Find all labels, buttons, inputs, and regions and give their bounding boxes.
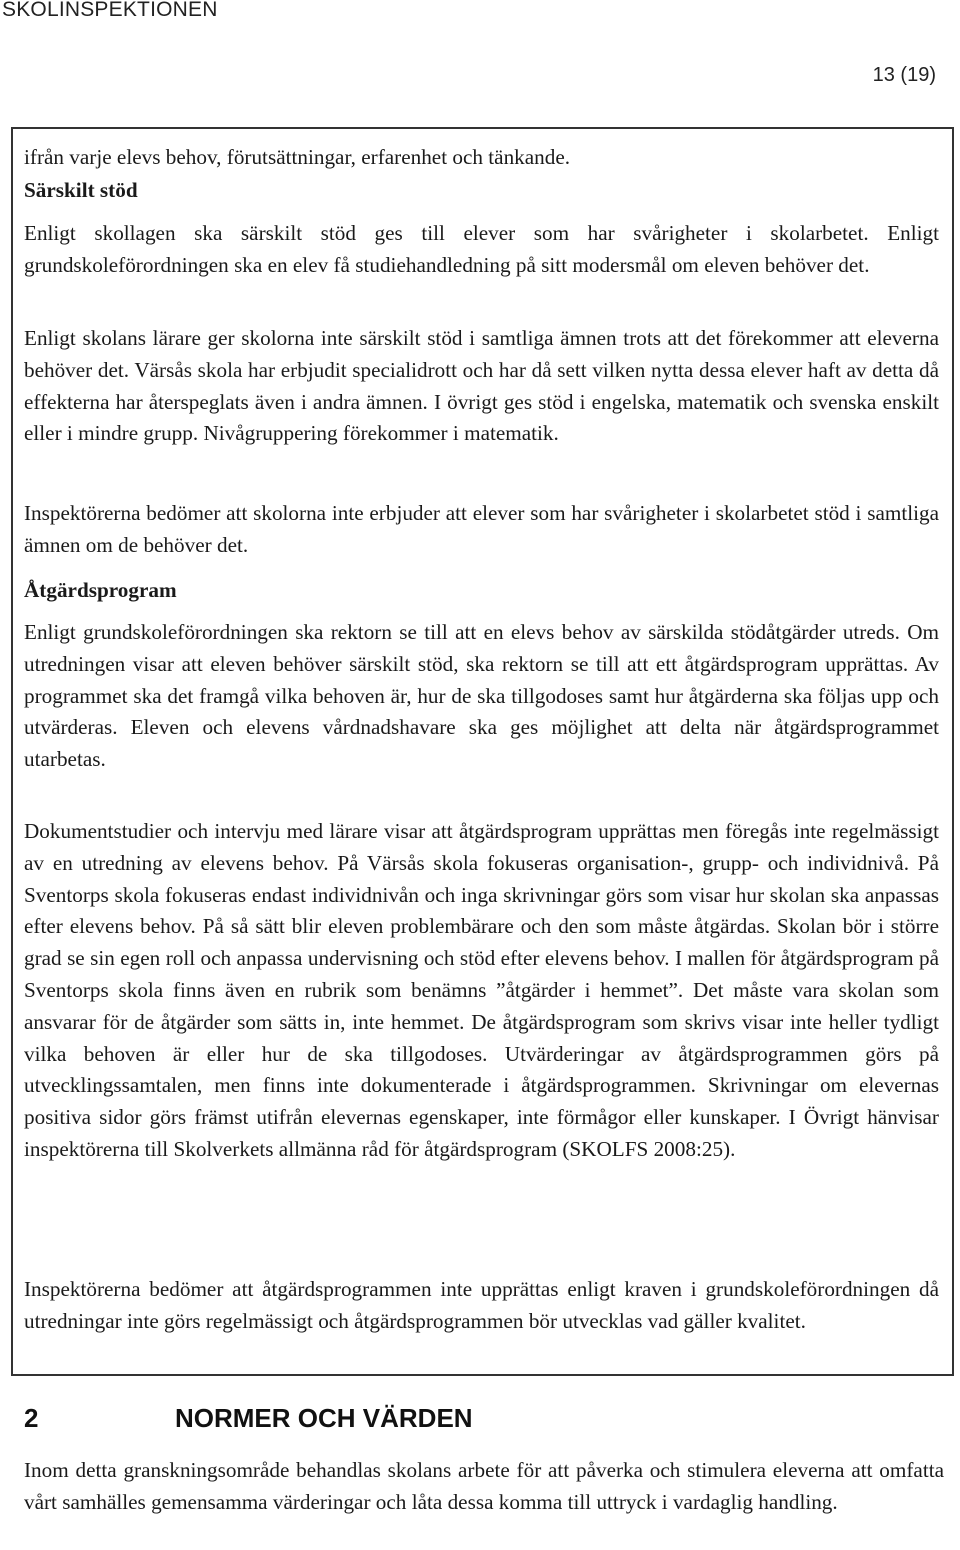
header-org: SKOLINSPEKTIONEN xyxy=(2,0,218,21)
heading-atgardsprogram: Åtgärdsprogram xyxy=(24,578,177,602)
box-paragraph-1: ifrån varje elevs behov, förutsättningar, erfarenhet och tänkande. xyxy=(24,145,571,169)
box-paragraph-7: Inspektörerna bedömer att åtgärdsprogrammen inte upprättas enligt kraven i grundskoleförordningen då utredningar inte görs regelmässigt och åtgärdsprogrammen bör utvecklas vad gäller kvalitet. xyxy=(24,1277,939,1333)
section-number: 2 xyxy=(24,1403,39,1433)
section-heading xyxy=(24,1403,473,1434)
heading-sarskilt-stod: Särskilt stöd xyxy=(24,178,138,202)
box-paragraph-6: Dokumentstudier och intervju med lärare visar att åtgärdsprogram upprättas men föregås inte regelmässigt av en utredning av elevens behov. På Värsås skola fokuseras organisation-, grupp- och individnivå. På Sventorps skola fokuseras endast individnivån och inga skrivningar görs som visar hur skolan ska anpassas efter elevens behov. På så sätt blir eleven problembärare och den som måste åtgärdas. Skolan bör i större grad se sin egen roll och anpassa undervisning och stöd efter elevens behov. I mallen för åtgärdsprogram på Sventorps skola finns även en rubrik som benämns ”åtgärder i hemmet”. Det måste vara skolan som ansvarar för de åtgärder som sätts in, inte hemmet. De åtgärdsprogram som skrivs visar inte heller tydligt vilka behoven är eller hur de ska tillgodoses. Utvärderingar av åtgärdsprogrammen görs på utvecklingssamtalen, men finns inte dokumenterade i åtgärdsprogrammen. Skrivningar om elevernas positiva sidor görs främst utifrån elevernas egenskaper, inte förmågor eller kunskaper. I Övrigt hänvisar inspektörerna till Skolverkets allmänna råd för åtgärdsprogram (SKOLFS 2008:25). xyxy=(24,819,939,1161)
section-intro: Inom detta granskningsområde behandlas skolans arbete för att påverka och stimulera eleverna att omfatta vårt samhälles gemensamma värderingar och låta dessa komma till uttryck i vardaglig handling. xyxy=(24,1458,944,1514)
section-title: NORMER OCH VÄRDEN xyxy=(175,1403,473,1433)
assessment-box xyxy=(11,127,954,1376)
box-paragraph-4: Inspektörerna bedömer att skolorna inte erbjuder att elever som har svårigheter i skolarbetet stöd i samtliga ämnen om de behöver det. xyxy=(24,501,939,557)
box-paragraph-2: Enligt skollagen ska särskilt stöd ges till elever som har svårigheter i skolarbetet. Enligt grundskoleförordningen ska en elev få studiehandledning på sitt modersmål om eleven behöver det. xyxy=(24,221,939,277)
box-paragraph-5: Enligt grundskoleförordningen ska rektorn se till att en elevs behov av särskilda stödåtgärder utreds. Om utredningen visar att eleven behöver särskilt stöd, ska rektorn se till att ett åtgärdsprogram upprättas. Av programmet ska det framgå vilka behoven är, hur de ska tillgodoses samt hur åtgärderna ska följas upp och utvärderas. Eleven och elevens vårdnadshavare ska ges möjlighet att delta när åtgärdsprogrammet utarbetas. xyxy=(24,620,939,772)
page-number: 13 (19) xyxy=(872,64,936,86)
box-paragraph-3: Enligt skolans lärare ger skolorna inte särskilt stöd i samtliga ämnen trots att det förekommer att eleverna behöver det. Värsås skola har erbjudit specialidrott och har då sett vilken nytta dessa elever haft av detta då effekterna har återspeglats även i andra ämnen. I övrigt ges stöd i engelska, matematik och svenska enskilt eller i mindre grupp. Nivågruppering förekommer i matematik. xyxy=(24,326,939,446)
